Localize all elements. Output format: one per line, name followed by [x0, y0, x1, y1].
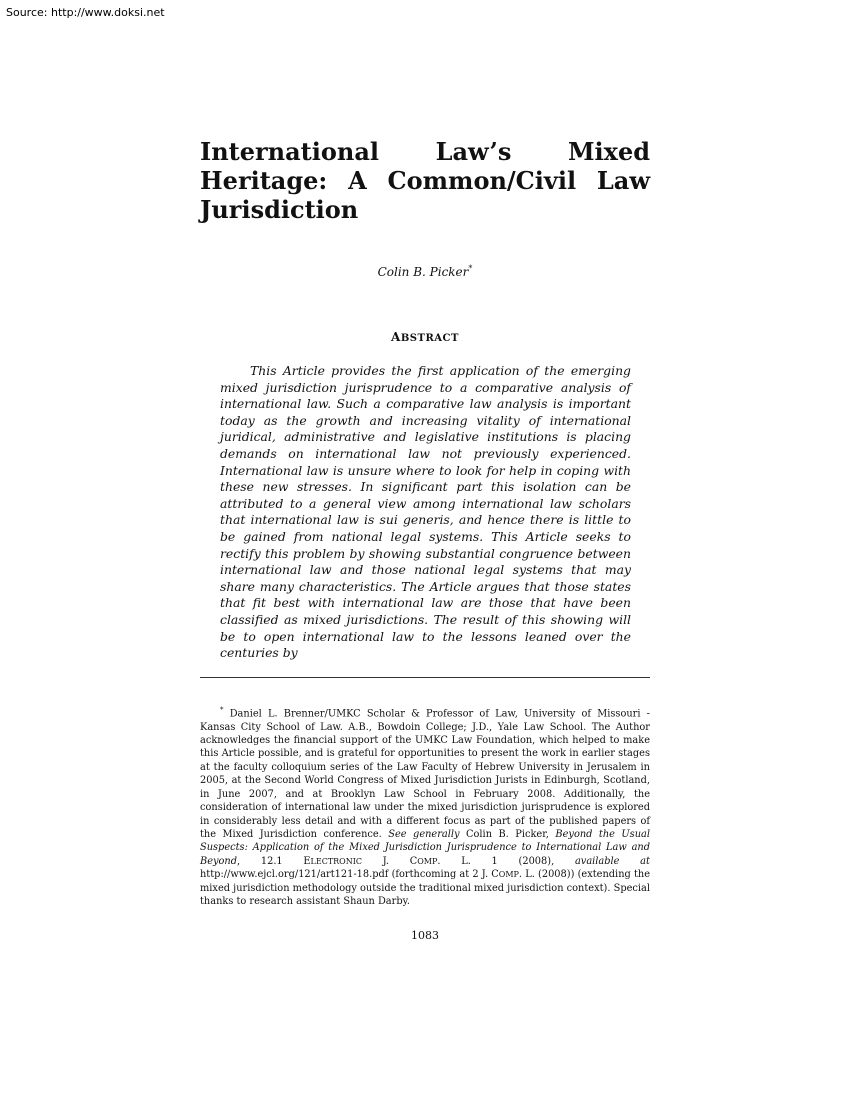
footnote-mark: *: [220, 706, 224, 714]
journal-name-comp-2: COMP: [491, 869, 519, 881]
footnote-signal: See generally: [388, 828, 460, 840]
author-footnote-mark[interactable]: *: [468, 264, 473, 273]
footnote-text-7: . L. (2008)) (extending the mixed jurisdiction methodology outside the traditional mixed jurisdiction context). Special thanks to research assistant Shaun Darby.: [200, 869, 650, 907]
article-title: International Law’s Mixed Heritage: A Common/Civil Law Jurisdiction: [200, 137, 650, 224]
footnote-url-text[interactable]: http://www.ejcl.org/121/art121-18.pdf (forthcoming at 2 J.: [200, 869, 489, 881]
author-line: [200, 264, 650, 279]
page-number: 1083: [411, 929, 439, 942]
abstract-text: This Article provides the first application of the emerging mixed jurisdiction jurisprudence to a comparative analysis of international law. Such a comparative law analysis is important today as the growth and increasing vitality of international juridical, administrative and legislative institutions is placing demands on international law not previously experienced. International law is unsure where to look for help in coping with these new stresses. In significant part this isolation can be attributed to a general view among international law scholars that international law is sui generis, and hence there is little to be gained from national legal systems. This Article seeks to rectify this problem by showing substantial congruence between international law and those national legal systems that may share many characteristics. The Article argues that those states that fit best with international law are those that have been classified as mixed jurisdictions. The result of this showing will be to open international law to the lessons leaned over the centuries by: [220, 363, 631, 661]
footnote-text-4: J.: [382, 855, 390, 867]
footnote-text-3: , 12.1: [237, 855, 283, 867]
footnote-cited-title: Beyond the Usual Suspects: Application of the Mixed Jurisdiction Jurisprudence to International Law and Beyond: [200, 828, 650, 867]
journal-name-comp: COMP: [409, 855, 438, 867]
footnote-divider: [200, 677, 650, 678]
abstract-heading: [200, 330, 650, 344]
footnote-available-at: available at: [574, 855, 650, 867]
footnote-text-2: Colin B. Picker,: [466, 828, 549, 840]
journal-name-electronic: ELECTRONIC: [303, 855, 363, 867]
footnote: [200, 704, 650, 908]
author-name: Colin B. Picker: [377, 265, 469, 279]
footnote-text-5: . L. 1 (2008),: [437, 855, 555, 867]
abstract-heading-rest: BSTRACT: [400, 333, 459, 344]
source-label: Source: http://www.doksi.net: [6, 6, 165, 19]
footnote-text-1: Daniel L. Brenner/UMKC Scholar & Professor of Law, University of Missouri - Kansas City School of Law. A.B., Bowdoin College; J.D., Yale Law School. The Author acknowledges the financial support of the UMKC Law Foundation, which helped to make this Article possible, and is grateful for opportunities to present the work in earlier stages at the faculty colloquium series of the Law Faculty of Hebrew University in Jerusalem in 2005, at the Second World Congress of Mixed Jurisdiction Jurists in Edinburgh, Scotland, in June 2007, and at Brooklyn Law School in February 2008. Additionally, the consideration of international law under the mixed jurisdiction jurisprudence is explored in considerably less detail and with a different focus as part of the published papers of the Mixed Jurisdiction conference.: [200, 708, 650, 840]
abstract-heading-initial: A: [391, 330, 401, 344]
